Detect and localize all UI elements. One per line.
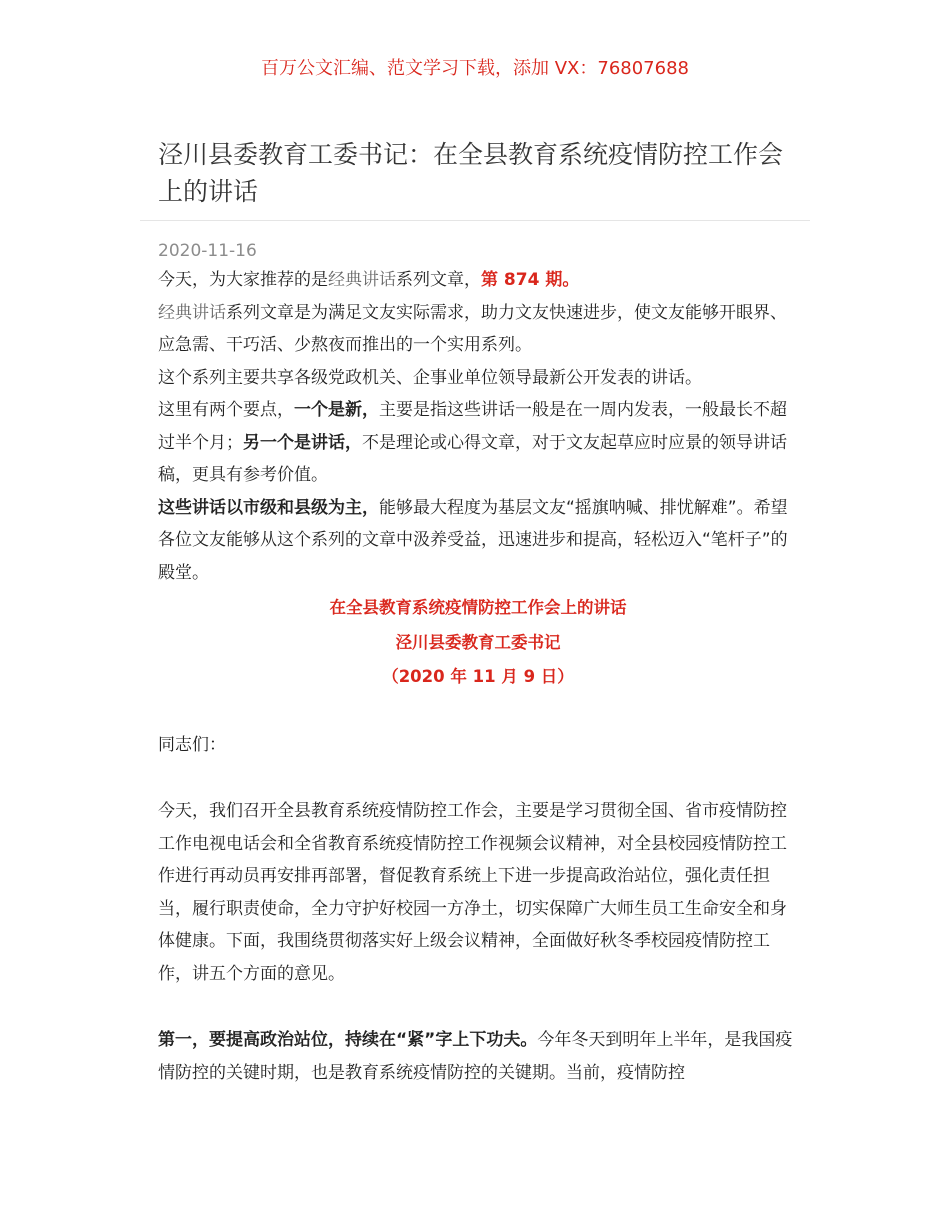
key-point-new: 一个是新， [294,400,379,420]
speaker-title: 泾川县委教育工委书记 [395,632,561,652]
series-term: 经典讲话 [328,270,396,290]
body-paragraph-2 [158,1024,798,1089]
intro-text: 不是理论或心得文章，对于文友起草应时应景的领导讲话稿，更具有参考价值。 [158,432,787,485]
publish-date: 2020-11-16 [158,241,257,261]
speech-title: 在全县教育系统疫情防控工作会上的讲话 [329,598,627,617]
intro-paragraph-5 [158,492,798,590]
intro-text: 系列文章是为满足文友实际需求，助力文友快速进步，使文友能够开眼界、应急需、干巧活、少熬夜而推出的一个实用系列。 [158,302,787,355]
intro-text: 系列文章， [396,270,481,290]
body-paragraph-1: 今天，我们召开全县教育系统疫情防控工作会，主要是学习贯彻全国、省市疫情防控工作电视电话会和全省教育系统疫情防控工作视频会议精神，对全县校园疫情防控工作进行再动员再安排再部署，督促教育系统上下进一步提高政治站位，强化责任担当，履行职责使命，全力守护好校园一方净土，切实保障广大师生员工生命安全和身体健康。下面，我围绕贯彻落实好上级会议精神，全面做好秋冬季校园疫情防控工作，讲五个方面的意见。 [158,801,787,984]
intro-text: 主要是指这些讲话一般是在一周内发表，一般最长不超过半个月； [158,400,787,453]
article-title: 泾川县委教育工委书记：在全县教育系统疫情防控工作会上的讲话 [158,140,784,206]
intro-paragraph-2 [158,297,798,362]
speech-date: （2020 年 11 月 9 日） [382,667,574,686]
body-text: 今年冬天到明年上半年，是我国疫情防控的关键时期，也是教育系统疫情防控的关键期。当前，疫情防控 [158,1030,793,1083]
section-heading-1: 第一，要提高政治站位，持续在“紧”字上下功夫。 [158,1030,538,1050]
intro-text: 今天，为大家推荐的是 [158,270,328,290]
greeting: 同志们： [158,734,226,755]
intro-text: 这里有两个要点， [158,400,294,420]
intro-paragraph-3: 这个系列主要共享各级党政机关、企事业单位领导最新公开发表的讲话。 [158,367,702,388]
spacer [158,761,798,795]
intro-text: 能够最大程度为基层文友“摇旗呐喊、排忧解难”。希望各位文友能够从这个系列的文章中汲养受益，迅速进步和提高，轻松迈入“笔杆子”的殿堂。 [158,497,788,583]
spacer [158,990,798,1024]
intro-paragraph-1 [158,264,798,297]
spacer [158,695,798,729]
promo-banner: 百万公文汇编、范文学习下载，添加 VX：76807688 [261,58,689,79]
key-point-speech: 另一个是讲话， [243,432,362,453]
title-divider [140,220,810,221]
key-point-level: 这些讲话以市级和县级为主， [158,497,379,518]
series-term: 经典讲话 [158,302,226,323]
issue-number: 第 874 期。 [481,270,580,290]
intro-paragraph-4 [158,394,798,492]
article-body [158,264,798,1089]
speech-heading [158,591,798,695]
